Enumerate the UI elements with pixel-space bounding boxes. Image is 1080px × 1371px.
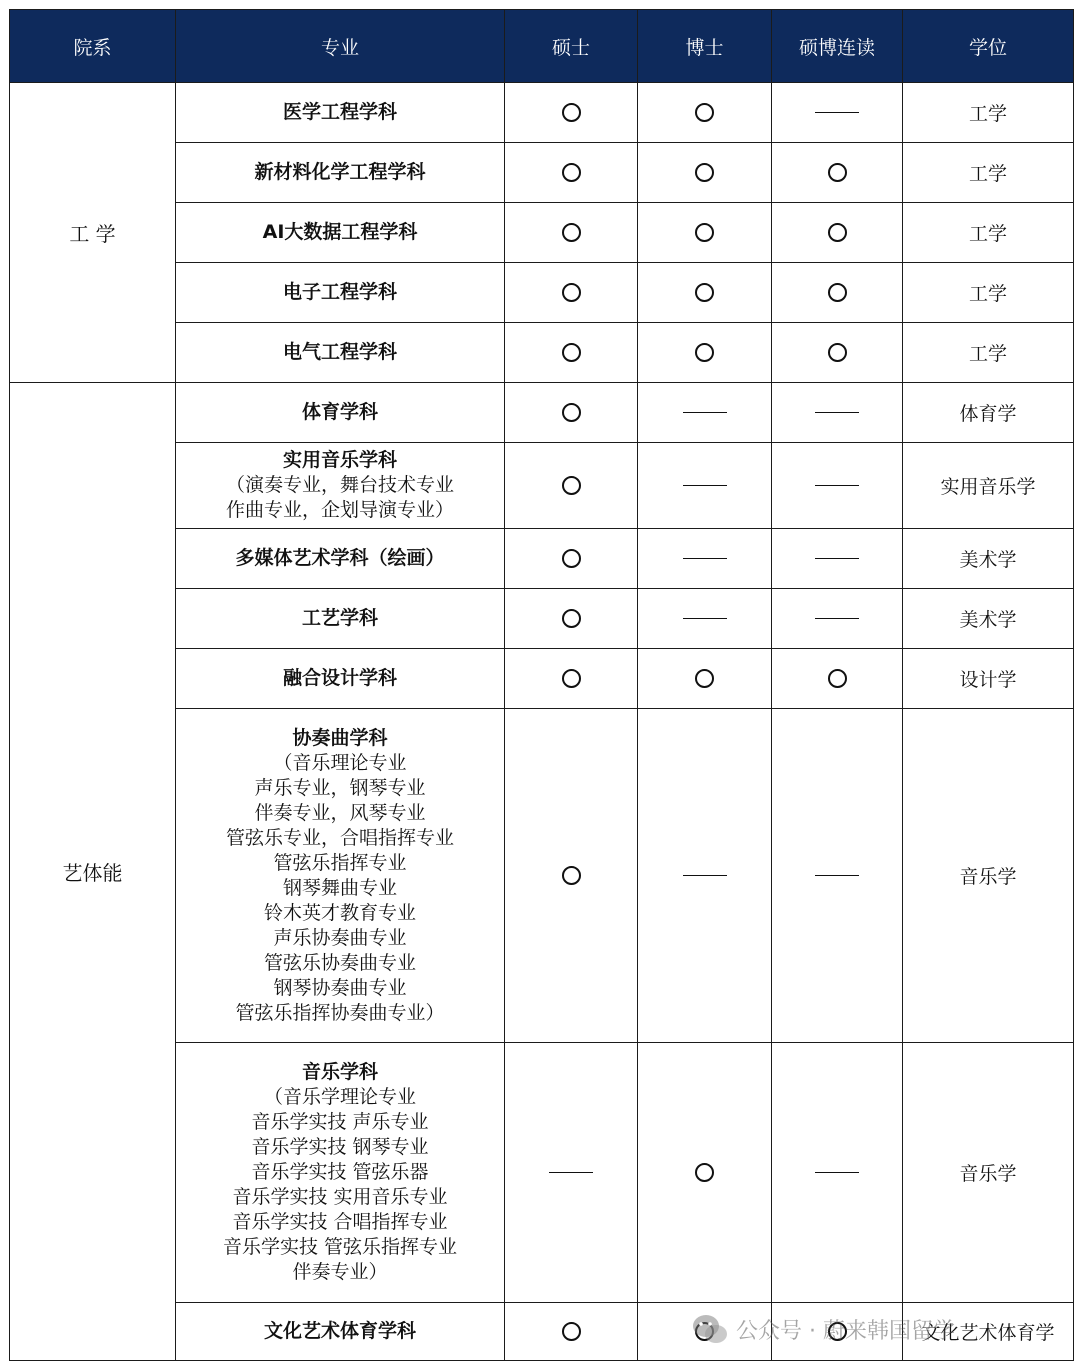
major-cell (176, 529, 505, 589)
major-subline: 钢琴舞曲专业 (282, 876, 397, 899)
circle-mark-icon (828, 163, 847, 182)
major-title: 文化艺术体育学科 (263, 1320, 416, 1342)
dash-mark-icon (815, 1172, 859, 1173)
master-cell (505, 203, 638, 263)
major-cell (176, 203, 505, 263)
circle-mark-icon (695, 163, 714, 182)
circle-mark-icon (562, 669, 581, 688)
combined-cell (772, 323, 903, 383)
combined-cell (772, 1043, 903, 1303)
major-subline: 作曲专业，企划导演专业） (225, 499, 454, 521)
major-subline: 管弦乐协奏曲专业 (263, 951, 416, 974)
degree-program-table (9, 9, 1074, 1361)
degree-cell: 设计学 (903, 649, 1074, 709)
circle-mark-icon (695, 223, 714, 242)
dash-mark-icon (683, 412, 727, 413)
circle-mark-icon (828, 283, 847, 302)
degree-cell: 工学 (903, 323, 1074, 383)
combined-cell (772, 589, 903, 649)
circle-mark-icon (695, 1322, 714, 1341)
circle-mark-icon (562, 343, 581, 362)
major-title: 电子工程学科 (282, 281, 397, 303)
master-cell (505, 383, 638, 443)
master-cell (505, 1043, 638, 1303)
major-subline: （音乐学理论专业 (263, 1086, 416, 1108)
table-body (10, 83, 1074, 1361)
header-major: 专业 (176, 10, 505, 83)
circle-mark-icon (562, 403, 581, 422)
combined-cell (772, 1303, 903, 1361)
major-title: 工艺学科 (301, 607, 378, 629)
table-header (10, 10, 1074, 83)
major-cell (176, 83, 505, 143)
combined-cell (772, 83, 903, 143)
degree-cell: 美术学 (903, 589, 1074, 649)
major-cell (176, 1043, 505, 1303)
department-cell: 工 学 (10, 83, 176, 383)
watermark-text: 公众号 · 蔚来韩国留学 (736, 1318, 955, 1344)
major-cell (176, 1303, 505, 1361)
master-cell (505, 649, 638, 709)
circle-mark-icon (562, 549, 581, 568)
major-subline: 伴奏专业，风琴专业 (254, 801, 426, 824)
dash-mark-icon (549, 1172, 593, 1173)
header-department: 院系 (10, 10, 176, 83)
master-cell (505, 443, 638, 529)
major-cell (176, 263, 505, 323)
circle-mark-icon (828, 669, 847, 688)
degree-cell: 音乐学 (903, 1043, 1074, 1303)
major-cell (176, 709, 505, 1043)
circle-mark-icon (562, 609, 581, 628)
combined-cell (772, 649, 903, 709)
major-subline: 伴奏专业） (292, 1261, 388, 1283)
degree-cell: 工学 (903, 203, 1074, 263)
circle-mark-icon (695, 1163, 714, 1182)
major-title: 电气工程学科 (282, 341, 397, 363)
dash-mark-icon (815, 485, 859, 486)
major-subline: 音乐学实技 钢琴专业 (251, 1136, 429, 1158)
major-subline: 音乐学实技 管弦乐指挥专业 (222, 1236, 458, 1258)
major-title: 体育学科 (301, 401, 378, 423)
header-master: 硕士 (505, 10, 638, 83)
master-cell (505, 1303, 638, 1361)
header-combined: 硕博连读 (772, 10, 903, 83)
major-title: 医学工程学科 (282, 101, 397, 123)
master-cell (505, 263, 638, 323)
doctor-cell (638, 143, 772, 203)
dash-mark-icon (815, 558, 859, 559)
major-cell (176, 649, 505, 709)
major-subline: 钢琴协奏曲专业 (273, 976, 407, 999)
header-degree: 学位 (903, 10, 1074, 83)
circle-mark-icon (828, 223, 847, 242)
degree-cell: 美术学 (903, 529, 1074, 589)
combined-cell (772, 443, 903, 529)
degree-cell: 实用音乐学 (903, 443, 1074, 529)
major-subline: 音乐学实技 合唱指挥专业 (232, 1211, 448, 1233)
major-subline: 管弦乐专业，合唱指挥专业 (225, 826, 454, 849)
doctor-cell (638, 323, 772, 383)
dash-mark-icon (815, 875, 859, 876)
major-cell (176, 383, 505, 443)
department-cell: 艺体能 (10, 383, 176, 1361)
circle-mark-icon (562, 1322, 581, 1341)
doctor-cell (638, 1303, 772, 1361)
major-subline: 音乐学实技 管弦乐器 (251, 1161, 429, 1183)
table-row (10, 383, 1074, 443)
header-doctor: 博士 (638, 10, 772, 83)
major-subline: 声乐专业，钢琴专业 (254, 776, 426, 799)
degree-cell: 体育学 (903, 383, 1074, 443)
doctor-cell (638, 709, 772, 1043)
doctor-cell (638, 203, 772, 263)
combined-cell (772, 383, 903, 443)
major-cell (176, 323, 505, 383)
master-cell (505, 323, 638, 383)
master-cell (505, 589, 638, 649)
doctor-cell (638, 589, 772, 649)
doctor-cell (638, 649, 772, 709)
major-title: 新材料化学工程学科 (254, 161, 426, 183)
combined-cell (772, 709, 903, 1043)
major-cell (176, 143, 505, 203)
major-subline: 管弦乐指挥专业 (273, 851, 407, 874)
circle-mark-icon (695, 669, 714, 688)
major-title: 多媒体艺术学科（绘画） (235, 547, 445, 569)
circle-mark-icon (828, 1322, 847, 1341)
major-cell (176, 589, 505, 649)
major-cell (176, 443, 505, 529)
major-title: 音乐学科 (301, 1061, 378, 1083)
major-subline: 音乐学实技 声乐专业 (251, 1111, 429, 1133)
major-title: 协奏曲学科 (292, 726, 388, 749)
doctor-cell (638, 263, 772, 323)
doctor-cell (638, 529, 772, 589)
circle-mark-icon (695, 343, 714, 362)
major-subline: 音乐学实技 实用音乐专业 (232, 1186, 448, 1208)
circle-mark-icon (562, 866, 581, 885)
circle-mark-icon (562, 223, 581, 242)
master-cell (505, 83, 638, 143)
combined-cell (772, 529, 903, 589)
circle-mark-icon (828, 343, 847, 362)
combined-cell (772, 143, 903, 203)
major-subline: 管弦乐指挥协奏曲专业） (235, 1001, 445, 1024)
circle-mark-icon (562, 283, 581, 302)
major-subline: （演奏专业，舞台技术专业 (225, 474, 454, 496)
dash-mark-icon (815, 618, 859, 619)
master-cell (505, 143, 638, 203)
table-row (10, 83, 1074, 143)
doctor-cell (638, 83, 772, 143)
degree-cell: 工学 (903, 83, 1074, 143)
doctor-cell (638, 1043, 772, 1303)
major-title: AI大数据工程学科 (262, 221, 418, 243)
major-subline: 声乐协奏曲专业 (273, 926, 407, 949)
doctor-cell (638, 443, 772, 529)
degree-cell: 文化艺术体育学 (903, 1303, 1074, 1361)
master-cell (505, 709, 638, 1043)
dash-mark-icon (683, 618, 727, 619)
dash-mark-icon (815, 112, 859, 113)
major-subline: （音乐理论专业 (273, 751, 407, 774)
circle-mark-icon (562, 103, 581, 122)
major-title: 融合设计学科 (282, 667, 397, 689)
dash-mark-icon (683, 875, 727, 876)
degree-cell: 工学 (903, 143, 1074, 203)
combined-cell (772, 203, 903, 263)
major-subline: 铃木英才教育专业 (263, 901, 416, 924)
doctor-cell (638, 383, 772, 443)
circle-mark-icon (695, 283, 714, 302)
dash-mark-icon (683, 485, 727, 486)
master-cell (505, 529, 638, 589)
combined-cell (772, 263, 903, 323)
dash-mark-icon (683, 558, 727, 559)
major-title: 实用音乐学科 (282, 449, 397, 471)
circle-mark-icon (562, 163, 581, 182)
degree-cell: 音乐学 (903, 709, 1074, 1043)
dash-mark-icon (815, 412, 859, 413)
circle-mark-icon (562, 476, 581, 495)
degree-cell: 工学 (903, 263, 1074, 323)
circle-mark-icon (695, 103, 714, 122)
